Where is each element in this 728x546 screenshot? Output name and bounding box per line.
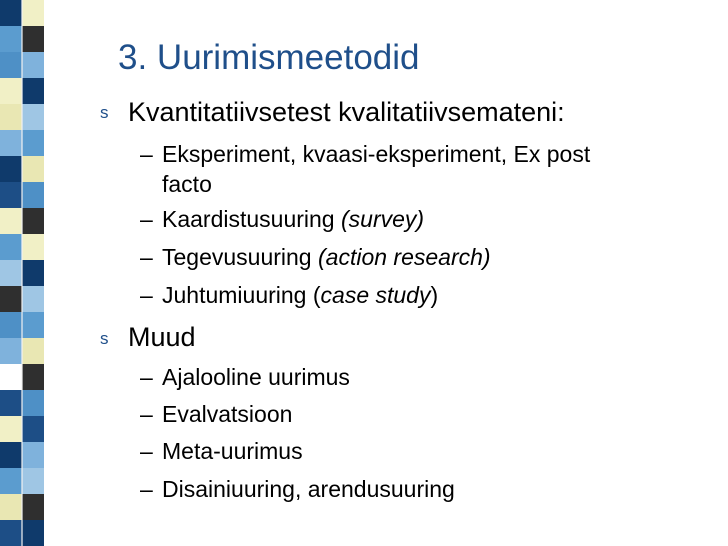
strip-block [22, 104, 44, 130]
dash: – [140, 282, 153, 308]
strip-block [0, 104, 22, 130]
dash: – [140, 244, 153, 270]
strip-block [0, 182, 22, 208]
strip-block [0, 26, 22, 52]
dash: – [140, 401, 153, 427]
sub-item-2-2 [140, 401, 292, 428]
strip-block [0, 156, 22, 182]
strip-block [0, 494, 22, 520]
strip-block [22, 208, 44, 234]
sub-item-text-after: ) [430, 282, 439, 308]
strip-block [22, 182, 44, 208]
dash: – [140, 206, 153, 232]
strip-block [22, 338, 44, 364]
strip-block [22, 26, 44, 52]
bullet-item-2: Muud [128, 322, 196, 352]
strip-block [22, 494, 44, 520]
strip-block [22, 390, 44, 416]
strip-block [0, 468, 22, 494]
sub-item-text: Juhtumiuuring ( [162, 282, 321, 308]
strip-block [22, 312, 44, 338]
strip-divider [21, 0, 23, 546]
strip-block [0, 364, 22, 390]
strip-block [0, 78, 22, 104]
sub-item-2-1 [140, 364, 350, 391]
bullet-item-1: Kvantitatiivsetest kvalitatiivsemateni: [128, 97, 565, 127]
strip-block [22, 520, 44, 546]
strip-block [0, 260, 22, 286]
sub-item-text: Ajalooline uurimus [162, 364, 350, 390]
dash: – [140, 476, 153, 502]
strip-block [0, 442, 22, 468]
strip-block [0, 130, 22, 156]
slide-title: 3. Uurimismeetodid [118, 38, 420, 77]
strip-block [22, 468, 44, 494]
sub-item-text: Kaardistusuuring [162, 206, 341, 232]
sub-item-1-1 [140, 141, 590, 168]
sub-item-1-2 [140, 206, 424, 233]
strip-block [22, 156, 44, 182]
dash: – [140, 364, 153, 390]
strip-block [22, 286, 44, 312]
strip-block [0, 312, 22, 338]
bullet-marker-1: s [100, 103, 109, 122]
strip-block [0, 338, 22, 364]
strip-block [22, 364, 44, 390]
sub-item-1-4 [140, 282, 438, 309]
sub-item-italic: (survey) [341, 206, 425, 232]
sub-item-text: Evalvatsioon [162, 401, 293, 427]
sub-item-1-3 [140, 244, 491, 271]
strip-block [0, 520, 22, 546]
strip-block [22, 0, 44, 26]
strip-block [22, 78, 44, 104]
sub-item-1-1-line2: facto [162, 171, 212, 197]
decorative-strip [0, 0, 44, 546]
strip-block [22, 416, 44, 442]
strip-block [0, 208, 22, 234]
strip-block [22, 130, 44, 156]
strip-block [0, 390, 22, 416]
dash: – [140, 141, 153, 167]
strip-block [0, 52, 22, 78]
sub-item-2-3 [140, 438, 303, 465]
sub-item-text: Meta-uurimus [162, 438, 303, 464]
strip-column [0, 0, 22, 546]
strip-block [0, 0, 22, 26]
strip-block [22, 260, 44, 286]
sub-item-text: Eksperiment, kvaasi-eksperiment, Ex post [162, 141, 591, 167]
strip-block [22, 52, 44, 78]
strip-block [22, 234, 44, 260]
sub-item-text: Disainiuuring, arendusuuring [162, 476, 455, 502]
sub-item-2-4 [140, 476, 455, 503]
sub-item-text: Tegevusuuring [162, 244, 318, 270]
strip-block [0, 416, 22, 442]
sub-item-italic: (action research) [318, 244, 491, 270]
sub-item-italic: case study [320, 282, 431, 308]
dash: – [140, 438, 153, 464]
strip-block [22, 442, 44, 468]
strip-column [22, 0, 44, 546]
strip-block [0, 234, 22, 260]
strip-block [0, 286, 22, 312]
bullet-marker-2: s [100, 329, 109, 348]
